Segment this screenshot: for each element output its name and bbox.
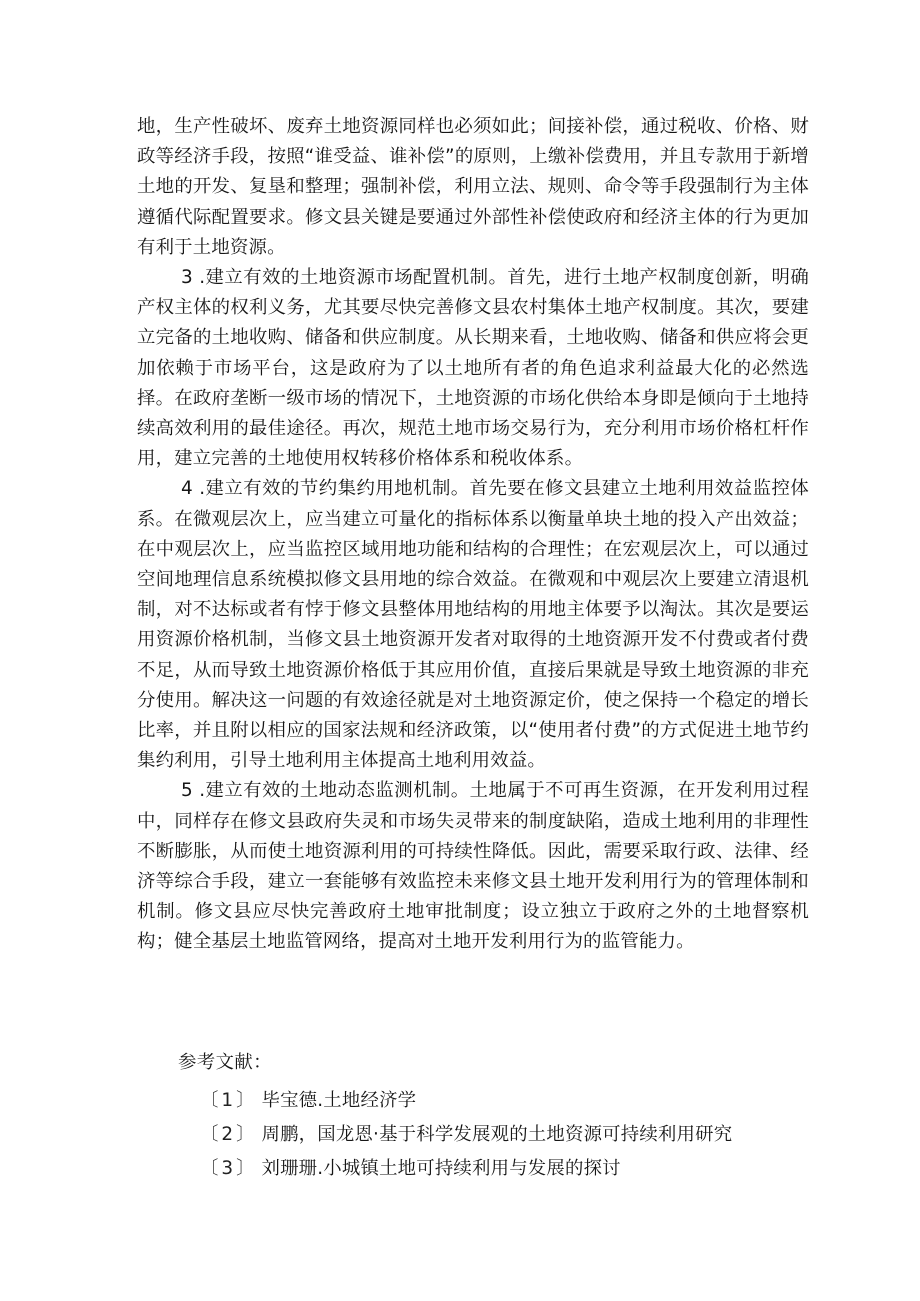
references-list	[200, 1086, 732, 1188]
reference-number: 〔1〕	[200, 1090, 258, 1111]
reference-text: 刘珊珊.小城镇土地可持续利用与发展的探讨	[261, 1158, 621, 1179]
reference-text: 周鹏，国龙恩·基于科学发展观的土地资源可持续利用研究	[261, 1124, 733, 1145]
reference-item	[200, 1154, 732, 1188]
document-body	[137, 112, 809, 958]
paragraph-land-saving: 4 .建立有效的节约集约用地机制。首先要在修文县建立土地利用效益监控体系。在微观层次上，应当建立可量化的指标体系以衡量单块土地的投入产出效益；在中观层次上，应当监控区域用地功能和结构的合理性；在宏观层次上，可以通过空间地理信息系统模拟修文县用地的综合效益。在微观和中观层次上要建立清退机制，对不达标或者有悖于修文县整体用地结构的用地主体要予以淘汰。其次是要运用资源价格机制，当修文县土地资源开发者对取得的土地资源开发不付费或者付费不足，从而导致土地资源价格低于其应用价值，直接后果就是导致土地资源的非充分使用。解决这一问题的有效途径就是对土地资源定价，使之保持一个稳定的增长比率，并且附以相应的国家法规和经济政策，以“使用者付费”的方式促进土地节约集约利用，引导土地利用主体提高土地利用效益。	[137, 478, 809, 772]
reference-text: 毕宝德.土地经济学	[261, 1090, 417, 1111]
reference-item	[200, 1120, 732, 1154]
references-title: 参考文献：	[178, 1052, 272, 1073]
paragraph-market-allocation: 3 .建立有效的土地资源市场配置机制。首先，进行土地产权制度创新，明确产权主体的权利义务，尤其要尽快完善修文县农村集体土地产权制度。其次，要建立完备的土地收购、储备和供应制度。从长期来看，土地收购、储备和供应将会更加依赖于市场平台，这是政府为了以土地所有者的角色追求利益最大化的必然选择。在政府垄断一级市场的情况下，土地资源的市场化供给本身即是倾向于土地持续高效利用的最佳途径。再次，规范土地市场交易行为，充分利用市场价格杠杆作用，建立完善的土地使用权转移价格体系和税收体系。	[137, 267, 809, 470]
reference-item	[200, 1086, 732, 1120]
paragraph-compensation-continued: 地，生产性破坏、废弃土地资源同样也必须如此；间接补偿，通过税收、价格、财政等经济手段，按照“谁受益、谁补偿”的原则，上缴补偿费用，并且专款用于新增土地的开发、复垦和整理；强制补偿，利用立法、规则、命令等手段强制行为主体遵循代际配置要求。修文县关键是要通过外部性补偿使政府和经济主体的行为更加有利于土地资源。	[137, 116, 809, 258]
reference-number: 〔2〕	[200, 1124, 258, 1145]
paragraph-dynamic-monitoring: 5 .建立有效的土地动态监测机制。土地属于不可再生资源，在开发利用过程中，同样存在修文县政府失灵和市场失灵带来的制度缺陷，造成土地利用的非理性不断膨胀，从而使土地资源利用的可持续性降低。因此，需要采取行政、法律、经济等综合手段，建立一套能够有效监控未来修文县土地开发利用行为的管理体制和机制。修文县应尽快完善政府土地审批制度；设立独立于政府之外的土地督察机构；健全基层土地监管网络，提高对土地开发利用行为的监管能力。	[137, 780, 809, 953]
reference-number: 〔3〕	[200, 1158, 258, 1179]
